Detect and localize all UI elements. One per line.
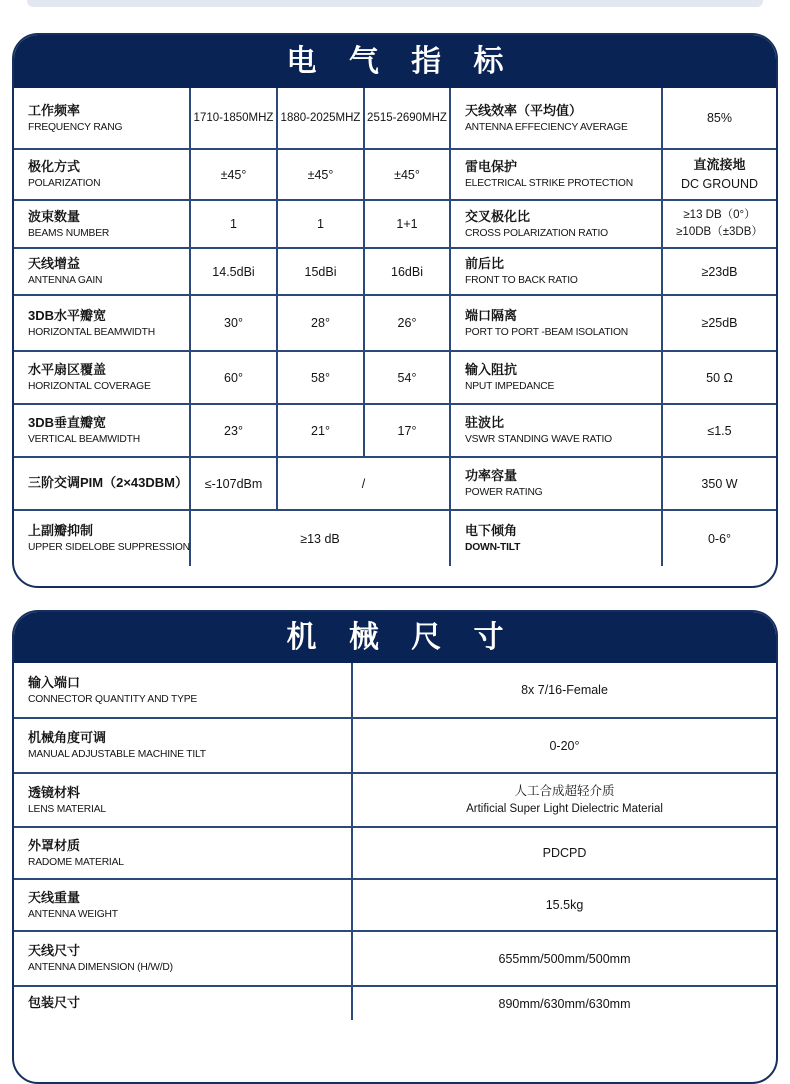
spec-label: 波束数量 BEAMS NUMBER [14,200,190,248]
table-row [14,773,776,827]
spec-label: 天线尺寸 ANTENNA DIMENSION (H/W/D) [14,931,352,986]
spec-label: 3DB垂直瓣宽 VERTICAL BEAMWIDTH [14,404,190,457]
spec-value: 23° [190,404,277,457]
spec-value: 17° [364,404,450,457]
spec-label: 透镜材料 LENS MATERIAL [14,773,352,827]
electrical-specs-panel [12,33,778,588]
spec-value: 28° [277,295,364,351]
spec-label: 包装尺寸 [14,986,352,1020]
spec-value: ±45° [364,149,450,200]
spec-label: 天线重量 ANTENNA WEIGHT [14,879,352,931]
spec-value: 30° [190,295,277,351]
spec-label: 端口隔离 PORT TO PORT -BEAM ISOLATION [450,295,662,351]
spec-label: 天线增益 ANTENNA GAIN [14,248,190,295]
spec-value: 人工合成超轻介质 Artificial Super Light Dielectric Material [352,773,776,827]
spec-label: 极化方式 POLARIZATION [14,149,190,200]
spec-value: 60° [190,351,277,404]
spec-label: 功率容量 POWER RATING [450,457,662,510]
table-row [14,351,776,404]
table-row [14,295,776,351]
table-row [14,663,776,718]
spec-value: 21° [277,404,364,457]
spec-label: 外罩材质 RADOME MATERIAL [14,827,352,879]
spec-value: 1 [277,200,364,248]
table-row [14,879,776,931]
mechanical-specs-table [14,663,776,1020]
spec-value: 8x 7/16-Female [352,663,776,718]
spec-value: 655mm/500mm/500mm [352,931,776,986]
table-row [14,718,776,773]
spec-label: 3DB水平瓣宽 HORIZONTAL BEAMWIDTH [14,295,190,351]
table-row [14,510,776,566]
mechanical-specs-title: 机 械 尺 寸 [14,612,776,663]
spec-value: 16dBi [364,248,450,295]
mechanical-specs-panel [12,610,778,1084]
electrical-specs-title: 电 气 指 标 [14,35,776,88]
spec-label: 工作频率 FREQUENCY RANG [14,88,190,149]
table-row [14,457,776,510]
spec-label: 天线效率（平均值） ANTENNA EFFECIENCY AVERAGE [450,88,662,149]
spec-label: 机械角度可调 MANUAL ADJUSTABLE MACHINE TILT [14,718,352,773]
spec-value: 890mm/630mm/630mm [352,986,776,1020]
table-row [14,248,776,295]
spec-value: 1 [190,200,277,248]
spec-value: 15.5kg [352,879,776,931]
spec-value: 54° [364,351,450,404]
spec-value: 58° [277,351,364,404]
spec-label: 三阶交调PIM（2×43DBM） [14,457,190,510]
spec-value: ≥23dB [662,248,776,295]
spec-value: PDCPD [352,827,776,879]
spec-label: 上副瓣抑制 UPPER SIDELOBE SUPPRESSION [14,510,190,566]
spec-label: 水平扇区覆盖 HORIZONTAL COVERAGE [14,351,190,404]
spec-value: ±45° [190,149,277,200]
spec-label: 电下倾角 DOWN-TILT [450,510,662,566]
previous-section-edge [27,0,763,7]
table-row [14,986,776,1020]
spec-value: 0-6° [662,510,776,566]
table-row [14,149,776,200]
spec-value: ±45° [277,149,364,200]
spec-value: ≥25dB [662,295,776,351]
table-row [14,827,776,879]
spec-value: ≤-107dBm [190,457,277,510]
table-row [14,200,776,248]
spec-value: 350 W [662,457,776,510]
spec-value: ≥13 dB [190,510,450,566]
spec-value: 15dBi [277,248,364,295]
spec-label: 输入阻抗 NPUT IMPEDANCE [450,351,662,404]
electrical-specs-table [14,88,776,566]
spec-value: 14.5dBi [190,248,277,295]
spec-value: 85% [662,88,776,149]
spec-value: 1+1 [364,200,450,248]
spec-value: 50 Ω [662,351,776,404]
table-row [14,931,776,986]
spec-label: 交叉极化比 CROSS POLARIZATION RATIO [450,200,662,248]
spec-value: ≤1.5 [662,404,776,457]
spec-label: 驻波比 VSWR STANDING WAVE RATIO [450,404,662,457]
spec-value: 2515-2690MHZ [364,88,450,149]
spec-value: 0-20° [352,718,776,773]
spec-value: / [277,457,450,510]
spec-label: 前后比 FRONT TO BACK RATIO [450,248,662,295]
spec-value: ≥13 DB（0°） ≥10DB（±3DB） [662,200,776,248]
spec-value: 1880-2025MHZ [277,88,364,149]
table-row [14,88,776,149]
spec-label: 输入端口 CONNECTOR QUANTITY AND TYPE [14,663,352,718]
spec-value: 26° [364,295,450,351]
spec-value: 直流接地 DC GROUND [662,149,776,200]
spec-value: 1710-1850MHZ [190,88,277,149]
table-row [14,404,776,457]
spec-label: 雷电保护 ELECTRICAL STRIKE PROTECTION [450,149,662,200]
